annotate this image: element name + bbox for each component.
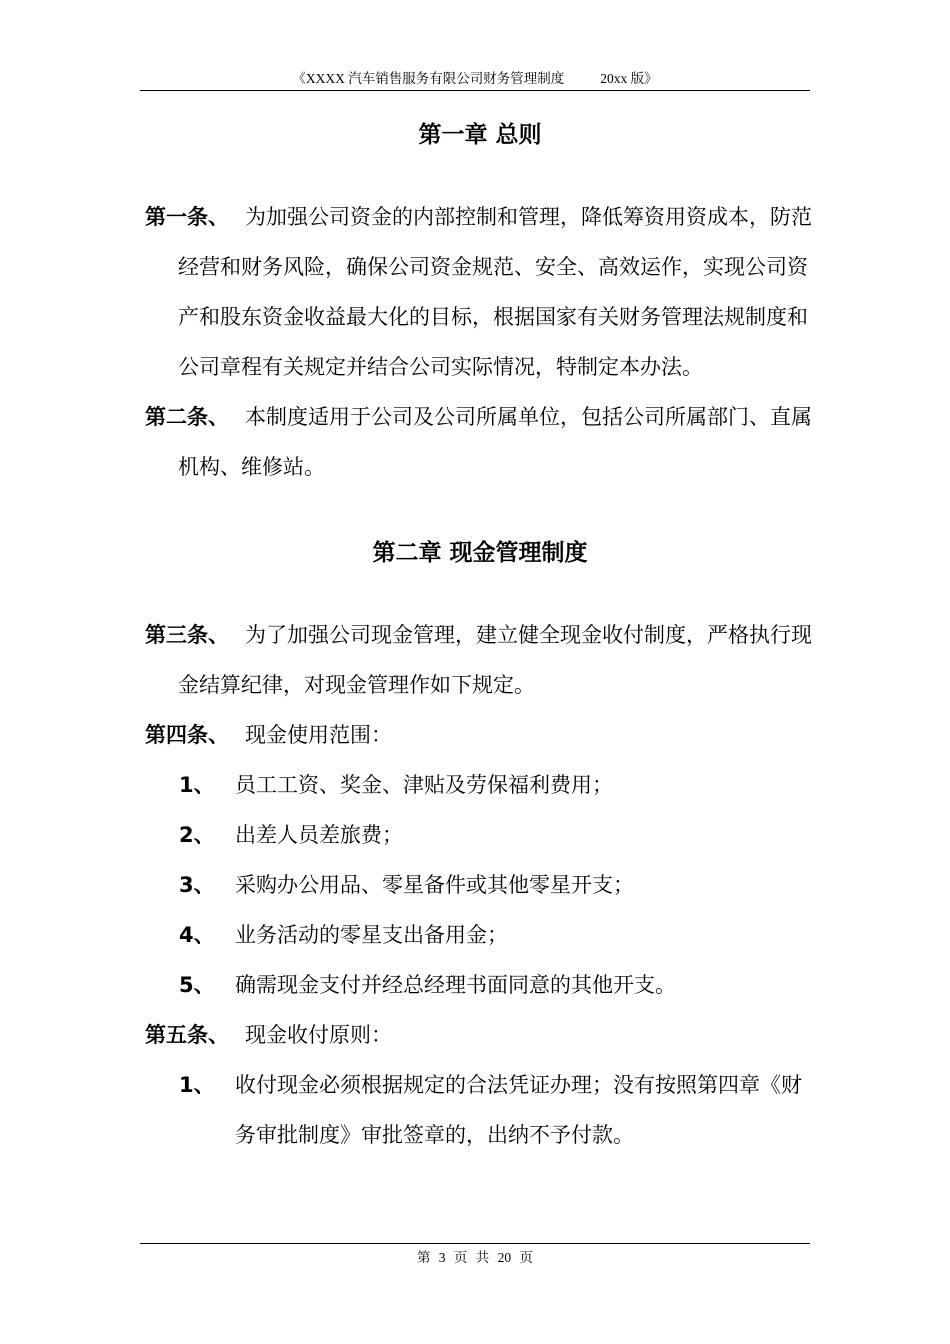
article-text: 现金使用范围： — [245, 723, 392, 747]
list-item-text: 收付现金必须根据规定的合法凭证办理；没有按照第四章《财务审批制度》审批签章的，出纳不予付款。 — [235, 1073, 802, 1147]
page-header — [140, 70, 810, 91]
list-item — [145, 910, 815, 960]
list-item — [145, 860, 815, 910]
list-item-text: 确需现金支付并经总经理书面同意的其他开支。 — [235, 973, 676, 997]
chapter-title-2: 第二章 现金管理制度 — [372, 540, 588, 566]
page-number: 第 3 页 共 20 页 — [416, 1250, 534, 1265]
article-3 — [145, 610, 815, 710]
document-body — [145, 110, 815, 1160]
article-2 — [145, 392, 815, 492]
list-item — [145, 960, 815, 1010]
footer-divider — [140, 1243, 810, 1244]
list-item-number: 3、 — [179, 873, 215, 897]
list-item — [145, 810, 815, 860]
list-item-text: 采购办公用品、零星备件或其他零星开支； — [235, 873, 634, 897]
article-label: 第五条、 — [145, 1023, 229, 1047]
article-label: 第三条、 — [145, 623, 229, 647]
list-item-text: 出差人员差旅费； — [235, 823, 403, 847]
list-item-text: 员工工资、奖金、津贴及劳保福利费用； — [235, 773, 613, 797]
list-item-text: 业务活动的零星支出备用金； — [235, 923, 508, 947]
list-item-number: 5、 — [179, 973, 215, 997]
article-text: 现金收付原则： — [245, 1023, 392, 1047]
article-1 — [145, 192, 815, 392]
article-text: 为了加强公司现金管理，建立健全现金收付制度，严格执行现金结算纪律，对现金管理作如下规定。 — [178, 623, 812, 697]
list-item-number: 4、 — [179, 923, 215, 947]
article-5 — [145, 1010, 815, 1060]
article-text: 本制度适用于公司及公司所属单位，包括公司所属部门、直属机构、维修站。 — [178, 405, 812, 479]
header-title: 《XXXX 汽车销售服务有限公司财务管理制度 — [292, 71, 565, 86]
list-item — [145, 1060, 815, 1160]
list-item — [145, 760, 815, 810]
list-item-number: 2、 — [179, 823, 215, 847]
article-label: 第四条、 — [145, 723, 229, 747]
article-label: 第一条、 — [145, 205, 229, 229]
header-version: 20xx 版》 — [600, 71, 658, 86]
list-item-number: 1、 — [179, 1073, 215, 1097]
article-text: 为加强公司资金的内部控制和管理，降低筹资用资成本，防范经营和财务风险，确保公司资金规范、安全、高效运作，实现公司资产和股东资金收益最大化的目标，根据国家有关财务管理法规制度和公司章程有关规定并结合公司实际情况，特制定本办法。 — [178, 205, 812, 379]
list-item-number: 1、 — [179, 773, 215, 797]
article-label: 第二条、 — [145, 405, 229, 429]
article-4 — [145, 710, 815, 760]
chapter-title-1: 第一章 总则 — [418, 122, 542, 148]
